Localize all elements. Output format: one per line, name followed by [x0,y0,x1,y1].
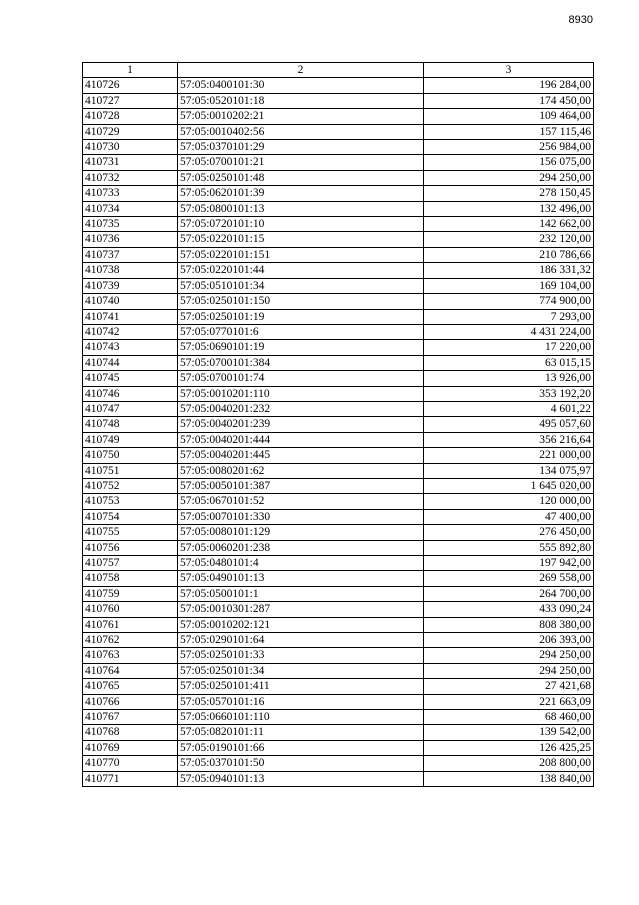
cadastral-number-cell: 57:05:0250101:34 [178,663,424,678]
table-row [83,124,594,139]
cadastral-number-cell: 57:05:0670101:52 [178,494,424,509]
value-cell: 221 000,00 [424,448,594,463]
row-number-cell: 410770 [83,756,178,771]
cadastral-number-cell: 57:05:0040201:239 [178,417,424,432]
table-row [83,710,594,725]
value-cell: 774 900,00 [424,294,594,309]
row-number-cell: 410766 [83,694,178,709]
value-cell: 13 926,00 [424,371,594,386]
value-cell: 139 542,00 [424,725,594,740]
cadastral-number-cell: 57:05:0220101:44 [178,263,424,278]
cadastral-number-cell: 57:05:0190101:66 [178,740,424,755]
value-cell: 156 075,00 [424,155,594,170]
table-row [83,355,594,370]
table-row [83,247,594,262]
row-number-cell: 410751 [83,463,178,478]
value-cell: 120 000,00 [424,494,594,509]
table-row [83,756,594,771]
row-number-cell: 410744 [83,355,178,370]
value-cell: 17 220,00 [424,340,594,355]
cadastral-number-cell: 57:05:0250101:150 [178,294,424,309]
value-cell: 232 120,00 [424,232,594,247]
row-number-cell: 410767 [83,710,178,725]
table-row [83,401,594,416]
table-row [83,494,594,509]
table-row [83,324,594,339]
table-row [83,201,594,216]
value-cell: 196 284,00 [424,78,594,93]
table-row [83,633,594,648]
row-number-cell: 410754 [83,509,178,524]
table-row [83,771,594,786]
cadastral-number-cell: 57:05:0820101:11 [178,725,424,740]
cadastral-number-cell: 57:05:0500101:1 [178,586,424,601]
column-header-1: 1 [83,63,178,78]
table-row [83,309,594,324]
value-cell: 4 431 224,00 [424,324,594,339]
value-cell: 47 400,00 [424,509,594,524]
cadastral-number-cell: 57:05:0720101:10 [178,217,424,232]
row-number-cell: 410735 [83,217,178,232]
value-cell: 264 700,00 [424,586,594,601]
table-row [83,109,594,124]
table-row [83,602,594,617]
table-row [83,263,594,278]
value-cell: 109 464,00 [424,109,594,124]
row-number-cell: 410745 [83,371,178,386]
row-number-cell: 410749 [83,432,178,447]
table-row [83,694,594,709]
value-cell: 495 057,60 [424,417,594,432]
cadastral-number-cell: 57:05:0700101:21 [178,155,424,170]
table-row [83,386,594,401]
cadastral-number-cell: 57:05:0060201:238 [178,540,424,555]
table-row [83,725,594,740]
row-number-cell: 410738 [83,263,178,278]
row-number-cell: 410760 [83,602,178,617]
table-row [83,78,594,93]
cadastral-number-cell: 57:05:0250101:19 [178,309,424,324]
table-row [83,463,594,478]
value-cell: 269 558,00 [424,571,594,586]
cadastral-number-cell: 57:05:0250101:48 [178,170,424,185]
row-number-cell: 410769 [83,740,178,755]
value-cell: 197 942,00 [424,556,594,571]
cadastral-number-cell: 57:05:0040201:232 [178,401,424,416]
value-cell: 186 331,32 [424,263,594,278]
row-number-cell: 410732 [83,170,178,185]
row-number-cell: 410740 [83,294,178,309]
value-cell: 169 104,00 [424,278,594,293]
value-cell: 174 450,00 [424,93,594,108]
value-cell: 206 393,00 [424,633,594,648]
table-row [83,170,594,185]
cadastral-number-cell: 57:05:0010301:287 [178,602,424,617]
table-row [83,93,594,108]
table-row [83,556,594,571]
table-row [83,448,594,463]
cadastral-number-cell: 57:05:0010202:121 [178,617,424,632]
row-number-cell: 410737 [83,247,178,262]
row-number-cell: 410757 [83,556,178,571]
row-number-cell: 410759 [83,586,178,601]
cadastral-number-cell: 57:05:0040201:444 [178,432,424,447]
row-number-cell: 410728 [83,109,178,124]
value-cell: 210 786,66 [424,247,594,262]
row-number-cell: 410747 [83,401,178,416]
table-row [83,417,594,432]
row-number-cell: 410762 [83,633,178,648]
value-cell: 433 090,24 [424,602,594,617]
cadastral-number-cell: 57:05:0370101:29 [178,140,424,155]
row-number-cell: 410729 [83,124,178,139]
table-row [83,278,594,293]
row-number-cell: 410761 [83,617,178,632]
table-row [83,140,594,155]
row-number-cell: 410750 [83,448,178,463]
cadastral-number-cell: 57:05:0010402:56 [178,124,424,139]
value-cell: 278 150,45 [424,186,594,201]
row-number-cell: 410756 [83,540,178,555]
value-cell: 808 380,00 [424,617,594,632]
row-number-cell: 410739 [83,278,178,293]
header-row [83,63,594,78]
value-cell: 134 075,97 [424,463,594,478]
row-number-cell: 410731 [83,155,178,170]
row-number-cell: 410753 [83,494,178,509]
value-cell: 221 663,09 [424,694,594,709]
row-number-cell: 410758 [83,571,178,586]
cadastral-number-cell: 57:05:0370101:50 [178,756,424,771]
value-cell: 7 293,00 [424,309,594,324]
table-row [83,340,594,355]
row-number-cell: 410736 [83,232,178,247]
column-header-2: 2 [178,63,424,78]
cadastral-number-cell: 57:05:0940101:13 [178,771,424,786]
cadastral-number-cell: 57:05:0040201:445 [178,448,424,463]
table-row [83,294,594,309]
cadastral-number-cell: 57:05:0220101:15 [178,232,424,247]
table-row [83,371,594,386]
row-number-cell: 410748 [83,417,178,432]
value-cell: 276 450,00 [424,525,594,540]
row-number-cell: 410726 [83,78,178,93]
cadastral-number-cell: 57:05:0620101:39 [178,186,424,201]
value-cell: 126 425,25 [424,740,594,755]
table-row [83,232,594,247]
value-cell: 132 496,00 [424,201,594,216]
table-row [83,432,594,447]
cadastral-number-cell: 57:05:0010201:110 [178,386,424,401]
row-number-cell: 410752 [83,478,178,493]
value-cell: 68 460,00 [424,710,594,725]
value-cell: 294 250,00 [424,170,594,185]
cadastral-number-cell: 57:05:0070101:330 [178,509,424,524]
cadastral-number-cell: 57:05:0800101:13 [178,201,424,216]
row-number-cell: 410727 [83,93,178,108]
cadastral-number-cell: 57:05:0050101:387 [178,478,424,493]
table-row [83,186,594,201]
table-row [83,617,594,632]
value-cell: 138 840,00 [424,771,594,786]
row-number-cell: 410764 [83,663,178,678]
page-number: 8930 [568,14,593,26]
table-row [83,740,594,755]
cadastral-number-cell: 57:05:0510101:34 [178,278,424,293]
row-number-cell: 410755 [83,525,178,540]
cadastral-number-cell: 57:05:0770101:6 [178,324,424,339]
cadastral-number-cell: 57:05:0490101:13 [178,571,424,586]
table-row [83,509,594,524]
row-number-cell: 410763 [83,648,178,663]
row-number-cell: 410765 [83,679,178,694]
value-cell: 294 250,00 [424,663,594,678]
value-cell: 4 601,22 [424,401,594,416]
table-row [83,478,594,493]
registry-table [82,62,594,787]
row-number-cell: 410733 [83,186,178,201]
row-number-cell: 410741 [83,309,178,324]
table-row [83,155,594,170]
table-row [83,679,594,694]
row-number-cell: 410768 [83,725,178,740]
table-row [83,217,594,232]
cadastral-number-cell: 57:05:0700101:384 [178,355,424,370]
table-row [83,525,594,540]
cadastral-number-cell: 57:05:0080101:129 [178,525,424,540]
cadastral-number-cell: 57:05:0250101:33 [178,648,424,663]
cadastral-number-cell: 57:05:0690101:19 [178,340,424,355]
row-number-cell: 410734 [83,201,178,216]
table-row [83,663,594,678]
table-body [83,78,594,787]
cadastral-number-cell: 57:05:0010202:21 [178,109,424,124]
column-header-3: 3 [424,63,594,78]
value-cell: 1 645 020,00 [424,478,594,493]
row-number-cell: 410771 [83,771,178,786]
value-cell: 294 250,00 [424,648,594,663]
cadastral-number-cell: 57:05:0080201:62 [178,463,424,478]
cadastral-number-cell: 57:05:0400101:30 [178,78,424,93]
cadastral-number-cell: 57:05:0520101:18 [178,93,424,108]
cadastral-number-cell: 57:05:0480101:4 [178,556,424,571]
value-cell: 356 216,64 [424,432,594,447]
value-cell: 63 015,15 [424,355,594,370]
cadastral-number-cell: 57:05:0700101:74 [178,371,424,386]
value-cell: 157 115,46 [424,124,594,139]
value-cell: 256 984,00 [424,140,594,155]
row-number-cell: 410743 [83,340,178,355]
row-number-cell: 410746 [83,386,178,401]
value-cell: 208 800,00 [424,756,594,771]
value-cell: 142 662,00 [424,217,594,232]
cadastral-number-cell: 57:05:0290101:64 [178,633,424,648]
value-cell: 27 421,68 [424,679,594,694]
value-cell: 555 892,80 [424,540,594,555]
table-header [83,63,594,78]
table-row [83,648,594,663]
cadastral-number-cell: 57:05:0250101:411 [178,679,424,694]
table-row [83,586,594,601]
table-row [83,540,594,555]
cadastral-number-cell: 57:05:0220101:151 [178,247,424,262]
row-number-cell: 410730 [83,140,178,155]
cadastral-number-cell: 57:05:0570101:16 [178,694,424,709]
table-row [83,571,594,586]
value-cell: 353 192,20 [424,386,594,401]
cadastral-number-cell: 57:05:0660101:110 [178,710,424,725]
row-number-cell: 410742 [83,324,178,339]
